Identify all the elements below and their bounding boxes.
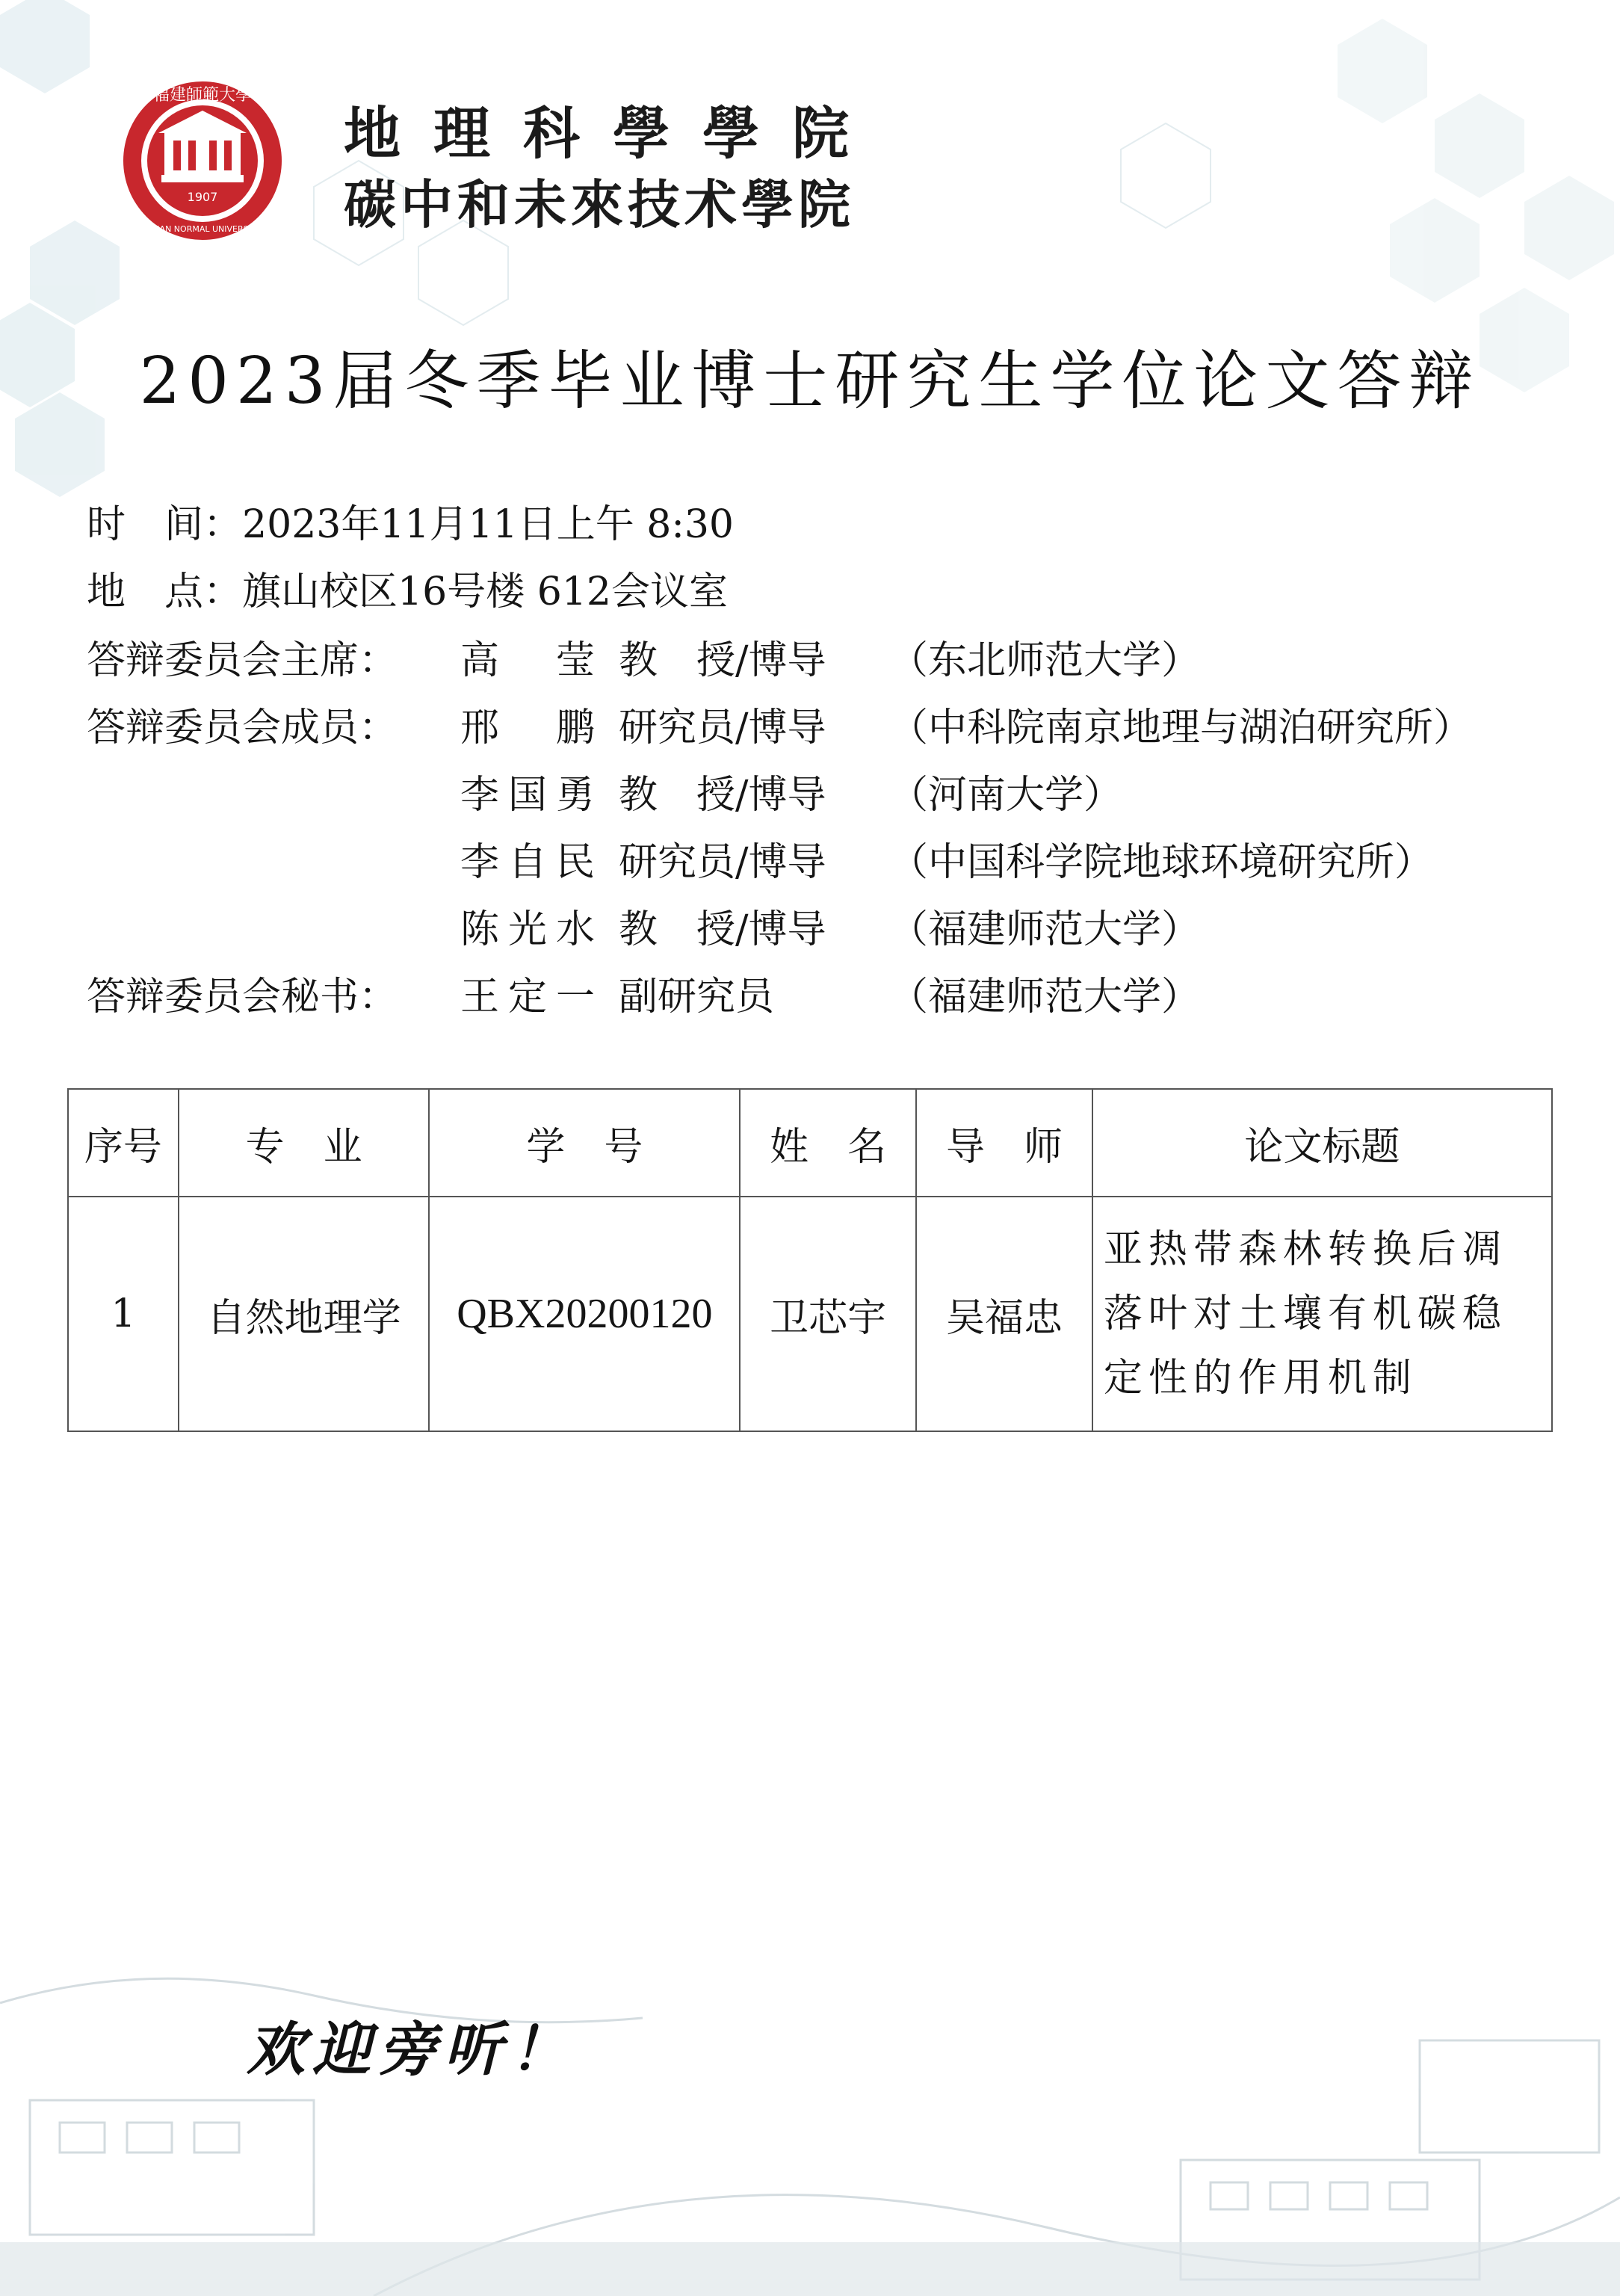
defense-table [67, 1088, 1553, 1432]
member-institution: （中科院南京地理与湖泊研究所） [889, 706, 1473, 750]
svg-text:福建師範大學: 福建師範大學 [152, 86, 253, 105]
header-thesis-title: 论文标题 [1092, 1089, 1552, 1197]
colon: ： [359, 975, 398, 1019]
thesis-title-line: 定性的作用机制 [1103, 1356, 1418, 1401]
cell-thesis-title [1092, 1197, 1552, 1431]
time-value: 2023年11月11日上午 8:30 [242, 502, 735, 547]
svg-text:FUJIAN NORMAL UNIVERSITY: FUJIAN NORMAL UNIVERSITY [143, 224, 262, 234]
chair-title: 教 授/博导 [619, 638, 826, 683]
thesis-title-line: 落叶对土壤有机碳稳 [1103, 1292, 1507, 1336]
colon: ： [359, 638, 398, 683]
colon: ： [203, 570, 243, 614]
member-institution: （中国科学院地球环境研究所） [889, 840, 1434, 885]
cell-advisor: 吴福忠 [916, 1197, 1092, 1431]
cell-major: 自然地理学 [179, 1197, 430, 1431]
place-label: 地 点 [87, 570, 204, 614]
header-name: 姓 名 [740, 1089, 916, 1197]
cell-student-id: QBX20200120 [429, 1197, 740, 1431]
cell-no: 1 [68, 1197, 179, 1431]
secretary-label: 答辩委员会秘书 [87, 975, 359, 1019]
members-label: 答辩委员会成员 [87, 706, 359, 750]
svg-text:1907: 1907 [187, 190, 218, 204]
place-value: 旗山校区16号楼 612会议室 [242, 570, 728, 614]
header-student-id: 学 号 [429, 1089, 740, 1197]
secretary-title: 副研究员 [619, 975, 775, 1019]
chair-institution: （东北师范大学） [889, 638, 1201, 683]
member-title: 教 授/博导 [619, 907, 826, 952]
secretary-name: 王定一 [460, 975, 605, 1019]
place-row [87, 565, 728, 619]
member-institution: （福建师范大学） [889, 907, 1201, 952]
page-title: 2023届冬季毕业博士研究生学位论文答辩 [139, 344, 1481, 419]
chair-label: 答辩委员会主席 [87, 638, 359, 683]
time-label: 时 间 [87, 502, 204, 547]
member-title: 研究员/博导 [619, 840, 826, 885]
school-name-line2: 碳中和未來技术學院 [344, 173, 855, 235]
member-name: 李国勇 [460, 773, 605, 818]
chair-name: 高 莹 [460, 638, 605, 683]
member-row [87, 768, 1581, 822]
member-row [87, 903, 1581, 957]
member-title: 教 授/博导 [619, 773, 826, 818]
member-row [87, 836, 1581, 889]
header-no: 序号 [68, 1089, 179, 1197]
member-institution: （河南大学） [889, 773, 1123, 818]
members-row [87, 701, 1581, 755]
colon: ： [203, 502, 243, 547]
member-name: 邢 鹏 [460, 706, 605, 750]
secretary-row [87, 970, 1581, 1024]
chair-row [87, 634, 1581, 688]
secretary-institution: （福建师范大学） [889, 975, 1201, 1019]
welcome-message: 欢迎旁听！ [247, 2016, 576, 2084]
school-name-line1: 地理科學學院 [344, 100, 882, 167]
time-row [87, 498, 734, 552]
table-row [68, 1197, 1552, 1431]
table-header-row [68, 1089, 1552, 1197]
member-name: 李自民 [460, 840, 605, 885]
header-major: 专 业 [179, 1089, 430, 1197]
header-advisor: 导 师 [916, 1089, 1092, 1197]
member-name: 陈光水 [460, 907, 605, 952]
thesis-title-line: 亚热带森林转换后凋 [1103, 1227, 1507, 1272]
university-logo [120, 78, 285, 244]
colon: ： [359, 706, 398, 750]
cell-name: 卫芯宇 [740, 1197, 916, 1431]
member-title: 研究员/博导 [619, 706, 826, 750]
campus-sketch-background [0, 1913, 1620, 2296]
